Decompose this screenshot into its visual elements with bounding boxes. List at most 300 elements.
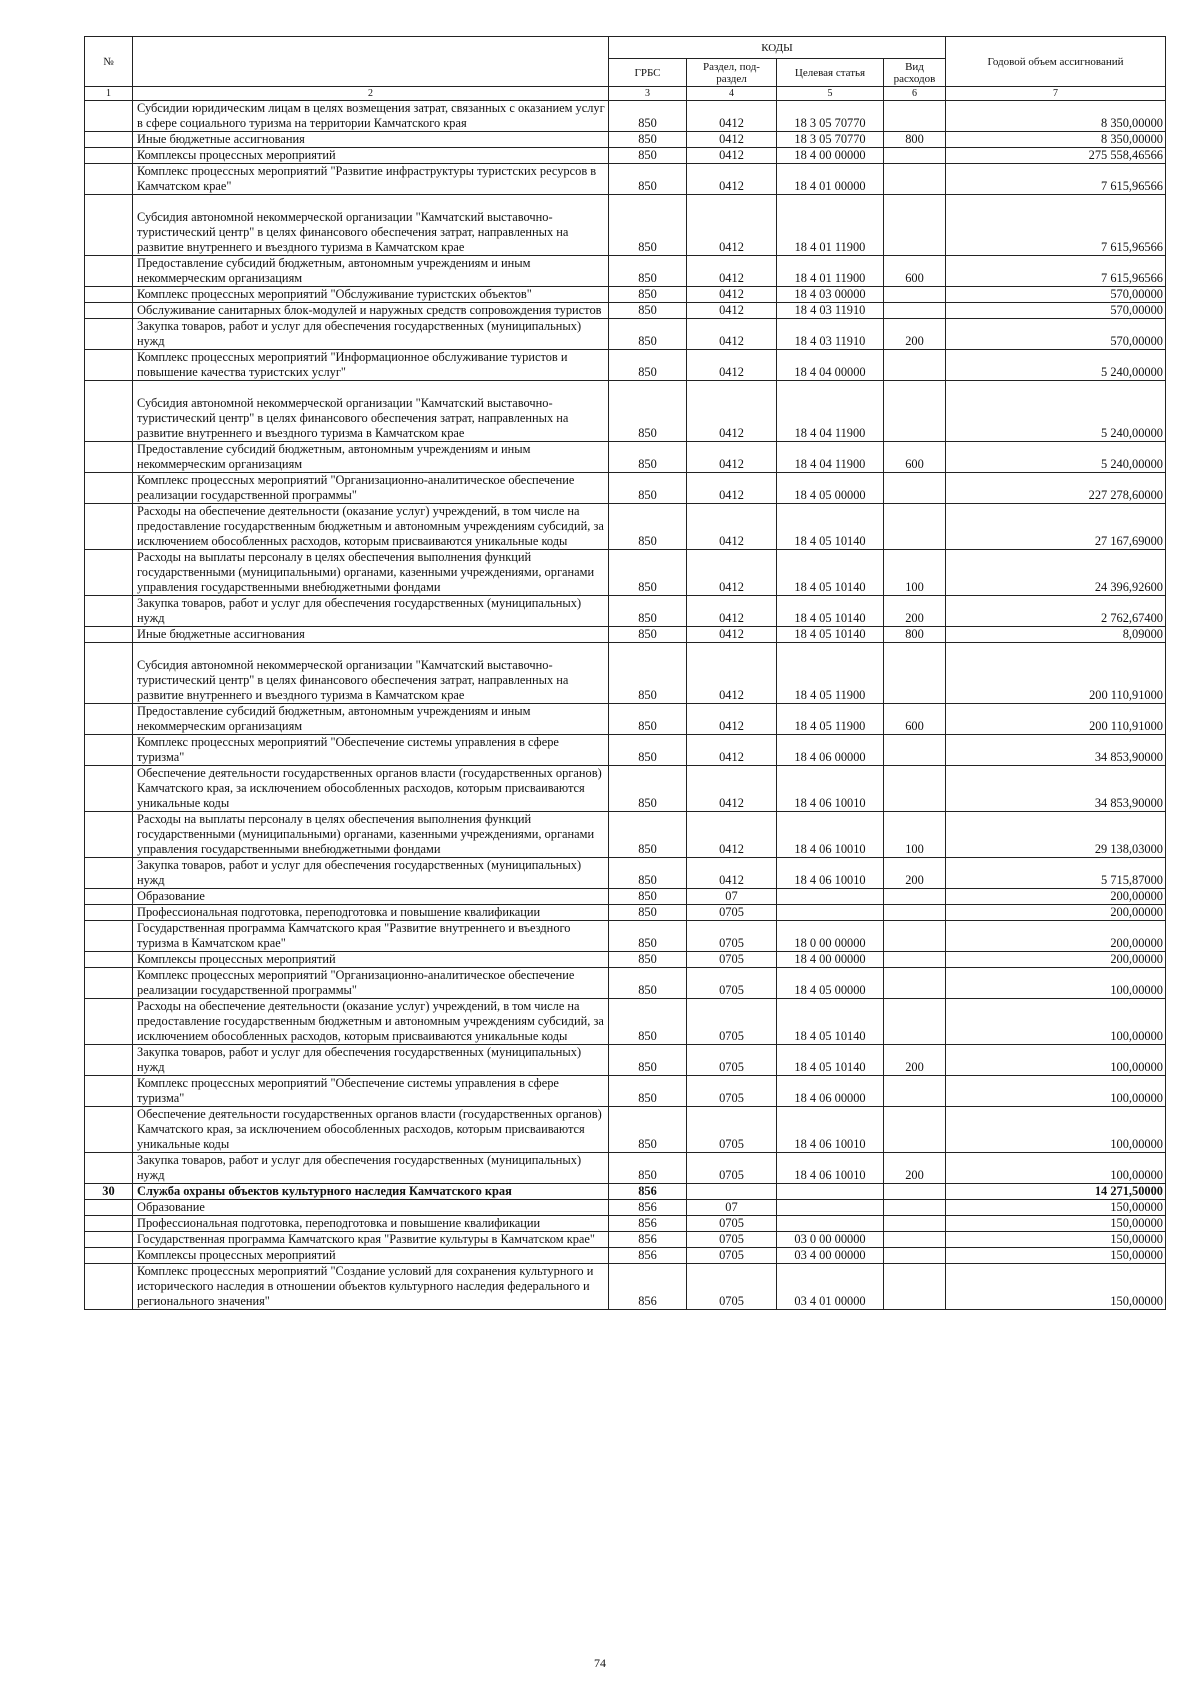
- row-name: Государственная программа Камчатского края "Развитие культуры в Камчатском крае": [133, 1232, 609, 1248]
- row-vid: [884, 1264, 946, 1310]
- row-vid: [884, 1076, 946, 1107]
- row-amount: 5 240,00000: [946, 442, 1166, 473]
- row-number: [85, 921, 133, 952]
- row-name: Государственная программа Камчатского края "Развитие внутреннего и въездного туризма в Камчатском крае": [133, 921, 609, 952]
- row-tselevaya: 18 4 06 00000: [777, 735, 884, 766]
- row-vid: [884, 473, 946, 504]
- row-number: [85, 627, 133, 643]
- row-grbs: 856: [609, 1200, 687, 1216]
- row-name: Профессиональная подготовка, переподготовка и повышение квалификации: [133, 1216, 609, 1232]
- row-tselevaya: 18 4 01 00000: [777, 164, 884, 195]
- row-razdel: 0705: [687, 905, 777, 921]
- row-grbs: 850: [609, 256, 687, 287]
- row-number: [85, 812, 133, 858]
- row-number: [85, 735, 133, 766]
- row-number: [85, 195, 133, 256]
- table-row: [85, 812, 1166, 858]
- row-name: Комплекс процессных мероприятий "Развитие инфраструктуры туристских ресурсов в Камчатском крае": [133, 164, 609, 195]
- row-razdel: 07: [687, 1200, 777, 1216]
- row-name: Субсидия автономной некоммерческой организации "Камчатский выставочно-туристический центр" в целях финансового обеспечения затрат, направленных на развитие внутреннего и въездного туризма в Камчатском крае: [133, 195, 609, 256]
- row-number: [85, 442, 133, 473]
- table-row: [85, 164, 1166, 195]
- row-tselevaya: 18 4 05 10140: [777, 627, 884, 643]
- row-tselevaya: 18 4 03 11910: [777, 319, 884, 350]
- row-tselevaya: 18 4 05 10140: [777, 504, 884, 550]
- row-number: 30: [85, 1184, 133, 1200]
- row-grbs: 850: [609, 735, 687, 766]
- table-row: [85, 1264, 1166, 1310]
- row-tselevaya: 18 4 03 00000: [777, 287, 884, 303]
- row-vid: 100: [884, 812, 946, 858]
- row-number: [85, 1232, 133, 1248]
- table-row: [85, 889, 1166, 905]
- row-number: [85, 643, 133, 704]
- row-grbs: 850: [609, 858, 687, 889]
- row-vid: 600: [884, 256, 946, 287]
- row-razdel: 0705: [687, 1153, 777, 1184]
- row-name: Комплекс процессных мероприятий "Обеспечение системы управления в сфере туризма": [133, 735, 609, 766]
- row-amount: 200,00000: [946, 905, 1166, 921]
- row-vid: 800: [884, 132, 946, 148]
- column-number: 2: [133, 87, 609, 101]
- row-tselevaya: 18 4 05 00000: [777, 968, 884, 999]
- row-number: [85, 350, 133, 381]
- row-vid: [884, 889, 946, 905]
- row-amount: 8 350,00000: [946, 101, 1166, 132]
- page-number: 74: [594, 1656, 606, 1670]
- row-razdel: 0412: [687, 350, 777, 381]
- row-grbs: 856: [609, 1248, 687, 1264]
- header-amount: Годовой объем ассигнований: [946, 37, 1166, 87]
- row-razdel: [687, 1184, 777, 1200]
- row-grbs: 850: [609, 905, 687, 921]
- row-grbs: 850: [609, 952, 687, 968]
- table-row: [85, 596, 1166, 627]
- table-row: [85, 1107, 1166, 1153]
- row-name: Обеспечение деятельности государственных органов власти (государственных органов) Камчатского края, за исключением обособленных расходов, которым присваиваются уникальные коды: [133, 766, 609, 812]
- row-tselevaya: 18 4 00 00000: [777, 148, 884, 164]
- row-vid: [884, 1232, 946, 1248]
- row-amount: 34 853,90000: [946, 735, 1166, 766]
- table-row: [85, 1153, 1166, 1184]
- row-vid: [884, 766, 946, 812]
- row-vid: [884, 101, 946, 132]
- row-vid: [884, 195, 946, 256]
- row-tselevaya: [777, 1184, 884, 1200]
- row-number: [85, 1045, 133, 1076]
- row-grbs: 850: [609, 550, 687, 596]
- row-grbs: 850: [609, 195, 687, 256]
- row-amount: 200,00000: [946, 889, 1166, 905]
- row-amount: 24 396,92600: [946, 550, 1166, 596]
- row-grbs: 850: [609, 504, 687, 550]
- row-vid: [884, 999, 946, 1045]
- row-amount: 100,00000: [946, 1045, 1166, 1076]
- row-number: [85, 1153, 133, 1184]
- table-row: [85, 287, 1166, 303]
- row-amount: 5 240,00000: [946, 381, 1166, 442]
- row-grbs: 850: [609, 132, 687, 148]
- row-razdel: 0412: [687, 442, 777, 473]
- row-number: [85, 968, 133, 999]
- row-name: Расходы на выплаты персоналу в целях обеспечения выполнения функций государственными (муниципальными) органами, казенными учреждениями, органами управления государственными внебюджетными фондами: [133, 812, 609, 858]
- row-number: [85, 287, 133, 303]
- row-number: [85, 889, 133, 905]
- column-number: 4: [687, 87, 777, 101]
- row-amount: 570,00000: [946, 319, 1166, 350]
- row-amount: 8,09000: [946, 627, 1166, 643]
- row-name: Субсидии юридическим лицам в целях возмещения затрат, связанных с оказанием услуг в сфере социального туризма на территории Камчатского края: [133, 101, 609, 132]
- row-razdel: 0412: [687, 101, 777, 132]
- row-number: [85, 1216, 133, 1232]
- row-name: Предоставление субсидий бюджетным, автономным учреждениям и иным некоммерческим организациям: [133, 704, 609, 735]
- row-razdel: 0705: [687, 952, 777, 968]
- budget-table-page: [84, 36, 1165, 1310]
- row-tselevaya: 18 4 05 10140: [777, 550, 884, 596]
- row-razdel: 07: [687, 889, 777, 905]
- table-row: [85, 132, 1166, 148]
- row-amount: 275 558,46566: [946, 148, 1166, 164]
- row-razdel: 0705: [687, 968, 777, 999]
- row-amount: 150,00000: [946, 1264, 1166, 1310]
- row-grbs: 850: [609, 1045, 687, 1076]
- row-razdel: 0412: [687, 643, 777, 704]
- row-number: [85, 1200, 133, 1216]
- row-name: Комплекс процессных мероприятий "Организационно-аналитическое обеспечение реализации государственной программы": [133, 968, 609, 999]
- row-number: [85, 999, 133, 1045]
- row-name: Закупка товаров, работ и услуг для обеспечения государственных (муниципальных) нужд: [133, 858, 609, 889]
- table-row: [85, 1216, 1166, 1232]
- header-vid: Вид расходов: [884, 59, 946, 87]
- row-grbs: 850: [609, 889, 687, 905]
- row-tselevaya: 18 4 04 11900: [777, 381, 884, 442]
- row-number: [85, 596, 133, 627]
- row-razdel: 0412: [687, 735, 777, 766]
- row-number: [85, 905, 133, 921]
- row-vid: 600: [884, 442, 946, 473]
- row-tselevaya: 18 0 00 00000: [777, 921, 884, 952]
- row-vid: [884, 1107, 946, 1153]
- row-name: Субсидия автономной некоммерческой организации "Камчатский выставочно-туристический центр" в целях финансового обеспечения затрат, направленных на развитие внутреннего и въездного туризма в Камчатском крае: [133, 643, 609, 704]
- row-name: Профессиональная подготовка, переподготовка и повышение квалификации: [133, 905, 609, 921]
- table-row: [85, 1076, 1166, 1107]
- row-grbs: 850: [609, 1076, 687, 1107]
- table-row: [85, 504, 1166, 550]
- row-razdel: 0705: [687, 921, 777, 952]
- row-name: Закупка товаров, работ и услуг для обеспечения государственных (муниципальных) нужд: [133, 1153, 609, 1184]
- row-vid: [884, 735, 946, 766]
- row-number: [85, 1264, 133, 1310]
- row-name: Комплекс процессных мероприятий "Информационное обслуживание туристов и повышение качества туристских услуг": [133, 350, 609, 381]
- row-name: Образование: [133, 889, 609, 905]
- row-tselevaya: 03 0 00 00000: [777, 1232, 884, 1248]
- table-row: [85, 952, 1166, 968]
- header-number: №: [85, 37, 133, 87]
- row-razdel: 0705: [687, 1216, 777, 1232]
- row-number: [85, 504, 133, 550]
- row-razdel: 0705: [687, 1076, 777, 1107]
- row-tselevaya: 18 4 06 00000: [777, 1076, 884, 1107]
- row-amount: 2 762,67400: [946, 596, 1166, 627]
- row-name: Комплекс процессных мероприятий "Обеспечение системы управления в сфере туризма": [133, 1076, 609, 1107]
- table-body: [85, 101, 1166, 1310]
- row-razdel: 0705: [687, 1264, 777, 1310]
- header-grbs: ГРБС: [609, 59, 687, 87]
- table-row: [85, 101, 1166, 132]
- row-name: Служба охраны объектов культурного наследия Камчатского края: [133, 1184, 609, 1200]
- row-name: Комплекс процессных мероприятий "Обслуживание туристских объектов": [133, 287, 609, 303]
- row-number: [85, 101, 133, 132]
- row-amount: 150,00000: [946, 1200, 1166, 1216]
- row-vid: 200: [884, 1045, 946, 1076]
- table-row: [85, 550, 1166, 596]
- row-vid: 100: [884, 550, 946, 596]
- row-grbs: 850: [609, 968, 687, 999]
- row-amount: 200,00000: [946, 921, 1166, 952]
- table-row: [85, 442, 1166, 473]
- row-grbs: 850: [609, 381, 687, 442]
- row-name: Предоставление субсидий бюджетным, автономным учреждениям и иным некоммерческим организациям: [133, 442, 609, 473]
- row-amount: 7 615,96566: [946, 195, 1166, 256]
- row-amount: 7 615,96566: [946, 256, 1166, 287]
- row-tselevaya: 18 4 05 00000: [777, 473, 884, 504]
- table-row: [85, 1045, 1166, 1076]
- row-grbs: 856: [609, 1232, 687, 1248]
- row-amount: 100,00000: [946, 999, 1166, 1045]
- row-razdel: 0705: [687, 1045, 777, 1076]
- table-row: [85, 704, 1166, 735]
- column-number: 7: [946, 87, 1166, 101]
- row-razdel: 0412: [687, 303, 777, 319]
- row-tselevaya: 18 3 05 70770: [777, 132, 884, 148]
- row-number: [85, 766, 133, 812]
- row-tselevaya: 18 4 04 00000: [777, 350, 884, 381]
- row-number: [85, 952, 133, 968]
- row-vid: 800: [884, 627, 946, 643]
- row-number: [85, 1107, 133, 1153]
- row-grbs: 850: [609, 101, 687, 132]
- table-row: [85, 968, 1166, 999]
- row-vid: [884, 1184, 946, 1200]
- row-grbs: 850: [609, 287, 687, 303]
- row-grbs: 850: [609, 596, 687, 627]
- row-grbs: 850: [609, 350, 687, 381]
- row-vid: 200: [884, 319, 946, 350]
- row-name: Комплексы процессных мероприятий: [133, 1248, 609, 1264]
- row-amount: 100,00000: [946, 968, 1166, 999]
- row-razdel: 0412: [687, 704, 777, 735]
- row-razdel: 0412: [687, 504, 777, 550]
- row-number: [85, 473, 133, 504]
- row-tselevaya: 18 4 06 10010: [777, 1153, 884, 1184]
- row-grbs: 856: [609, 1264, 687, 1310]
- header-name: [133, 37, 609, 87]
- table-row: [85, 1184, 1166, 1200]
- row-razdel: 0412: [687, 766, 777, 812]
- row-amount: 5 715,87000: [946, 858, 1166, 889]
- row-name: Закупка товаров, работ и услуг для обеспечения государственных (муниципальных) нужд: [133, 1045, 609, 1076]
- row-name: Обеспечение деятельности государственных органов власти (государственных органов) Камчатского края, за исключением обособленных расходов, которым присваиваются уникальные коды: [133, 1107, 609, 1153]
- row-tselevaya: 18 4 05 11900: [777, 643, 884, 704]
- row-amount: 34 853,90000: [946, 766, 1166, 812]
- row-tselevaya: [777, 1216, 884, 1232]
- row-name: Расходы на обеспечение деятельности (оказание услуг) учреждений, в том числе на предоставление государственным бюджетным и автономным учреждениям субсидий, за исключением обособленных расходов, которым присваиваются уникальные коды: [133, 504, 609, 550]
- table-row: [85, 735, 1166, 766]
- row-number: [85, 148, 133, 164]
- row-razdel: 0412: [687, 287, 777, 303]
- row-razdel: 0412: [687, 473, 777, 504]
- row-amount: 200 110,91000: [946, 643, 1166, 704]
- row-name: Образование: [133, 1200, 609, 1216]
- row-amount: 200 110,91000: [946, 704, 1166, 735]
- row-amount: 29 138,03000: [946, 812, 1166, 858]
- row-number: [85, 550, 133, 596]
- row-razdel: 0412: [687, 627, 777, 643]
- row-name: Комплекс процессных мероприятий "Организационно-аналитическое обеспечение реализации государственной программы": [133, 473, 609, 504]
- row-grbs: 850: [609, 999, 687, 1045]
- row-razdel: 0705: [687, 1232, 777, 1248]
- row-number: [85, 381, 133, 442]
- column-number: 6: [884, 87, 946, 101]
- column-number: 3: [609, 87, 687, 101]
- row-razdel: 0412: [687, 148, 777, 164]
- row-razdel: 0412: [687, 164, 777, 195]
- row-amount: 100,00000: [946, 1076, 1166, 1107]
- row-grbs: 850: [609, 766, 687, 812]
- row-amount: 5 240,00000: [946, 350, 1166, 381]
- row-razdel: 0705: [687, 1107, 777, 1153]
- table-row: [85, 473, 1166, 504]
- row-amount: 14 271,50000: [946, 1184, 1166, 1200]
- row-razdel: 0412: [687, 858, 777, 889]
- row-vid: [884, 952, 946, 968]
- row-grbs: 856: [609, 1184, 687, 1200]
- row-amount: 7 615,96566: [946, 164, 1166, 195]
- row-tselevaya: 18 4 05 11900: [777, 704, 884, 735]
- row-amount: 100,00000: [946, 1107, 1166, 1153]
- row-name: Иные бюджетные ассигнования: [133, 627, 609, 643]
- row-vid: [884, 350, 946, 381]
- row-number: [85, 1076, 133, 1107]
- table-row: [85, 999, 1166, 1045]
- table-row: [85, 350, 1166, 381]
- table-row: [85, 148, 1166, 164]
- row-razdel: 0412: [687, 550, 777, 596]
- row-tselevaya: 18 4 00 00000: [777, 952, 884, 968]
- row-tselevaya: 18 4 06 10010: [777, 812, 884, 858]
- row-number: [85, 319, 133, 350]
- table-row: [85, 905, 1166, 921]
- header-tselevaya: Целевая статья: [777, 59, 884, 87]
- row-amount: 100,00000: [946, 1153, 1166, 1184]
- table-row: [85, 319, 1166, 350]
- row-amount: 150,00000: [946, 1216, 1166, 1232]
- table-row: [85, 858, 1166, 889]
- row-tselevaya: 18 4 06 10010: [777, 766, 884, 812]
- row-tselevaya: 18 4 03 11910: [777, 303, 884, 319]
- header-razdel: Раздел, под-раздел: [687, 59, 777, 87]
- row-name: Субсидия автономной некоммерческой организации "Камчатский выставочно-туристический центр" в целях финансового обеспечения затрат, направленных на развитие внутреннего и въездного туризма в Камчатском крае: [133, 381, 609, 442]
- row-amount: 150,00000: [946, 1232, 1166, 1248]
- row-grbs: 850: [609, 303, 687, 319]
- row-number: [85, 132, 133, 148]
- row-name: Закупка товаров, работ и услуг для обеспечения государственных (муниципальных) нужд: [133, 596, 609, 627]
- table-row: [85, 627, 1166, 643]
- row-number: [85, 303, 133, 319]
- row-grbs: 850: [609, 473, 687, 504]
- row-vid: [884, 1248, 946, 1264]
- row-name: Расходы на выплаты персоналу в целях обеспечения выполнения функций государственными (муниципальными) органами, казенными учреждениями, органами управления государственными внебюджетными фондами: [133, 550, 609, 596]
- row-grbs: 856: [609, 1216, 687, 1232]
- row-tselevaya: 18 4 06 10010: [777, 858, 884, 889]
- table-row: [85, 256, 1166, 287]
- row-vid: [884, 905, 946, 921]
- column-number: 5: [777, 87, 884, 101]
- row-amount: 150,00000: [946, 1248, 1166, 1264]
- row-tselevaya: 18 4 04 11900: [777, 442, 884, 473]
- row-tselevaya: [777, 1200, 884, 1216]
- row-vid: [884, 1200, 946, 1216]
- row-amount: 570,00000: [946, 287, 1166, 303]
- table-row: [85, 766, 1166, 812]
- row-grbs: 850: [609, 319, 687, 350]
- row-vid: 600: [884, 704, 946, 735]
- row-razdel: 0412: [687, 195, 777, 256]
- row-name: Иные бюджетные ассигнования: [133, 132, 609, 148]
- row-vid: [884, 1216, 946, 1232]
- row-tselevaya: 18 4 05 10140: [777, 1045, 884, 1076]
- budget-table: [84, 36, 1166, 1310]
- table-row: [85, 303, 1166, 319]
- row-razdel: 0412: [687, 132, 777, 148]
- row-name: Комплексы процессных мероприятий: [133, 148, 609, 164]
- row-razdel: 0412: [687, 381, 777, 442]
- table-row: [85, 643, 1166, 704]
- row-vid: [884, 148, 946, 164]
- row-razdel: 0705: [687, 999, 777, 1045]
- row-number: [85, 858, 133, 889]
- row-tselevaya: 18 4 01 11900: [777, 256, 884, 287]
- row-vid: 200: [884, 1153, 946, 1184]
- row-name: Обслуживание санитарных блок-модулей и наружных средств сопровождения туристов: [133, 303, 609, 319]
- row-name: Предоставление субсидий бюджетным, автономным учреждениям и иным некоммерческим организациям: [133, 256, 609, 287]
- row-grbs: 850: [609, 704, 687, 735]
- row-tselevaya: [777, 889, 884, 905]
- table-row: [85, 1232, 1166, 1248]
- table-row: [85, 921, 1166, 952]
- row-amount: 227 278,60000: [946, 473, 1166, 504]
- row-vid: [884, 164, 946, 195]
- row-tselevaya: 18 3 05 70770: [777, 101, 884, 132]
- row-vid: [884, 287, 946, 303]
- row-number: [85, 256, 133, 287]
- row-vid: [884, 381, 946, 442]
- row-grbs: 850: [609, 1107, 687, 1153]
- header-codes: КОДЫ: [609, 37, 946, 59]
- table-row: [85, 1200, 1166, 1216]
- row-razdel: 0412: [687, 319, 777, 350]
- row-vid: [884, 921, 946, 952]
- row-tselevaya: 03 4 00 00000: [777, 1248, 884, 1264]
- row-tselevaya: 03 4 01 00000: [777, 1264, 884, 1310]
- row-amount: 27 167,69000: [946, 504, 1166, 550]
- row-number: [85, 1248, 133, 1264]
- row-amount: 200,00000: [946, 952, 1166, 968]
- row-grbs: 850: [609, 148, 687, 164]
- row-razdel: 0412: [687, 596, 777, 627]
- row-tselevaya: 18 4 05 10140: [777, 596, 884, 627]
- row-tselevaya: 18 4 01 11900: [777, 195, 884, 256]
